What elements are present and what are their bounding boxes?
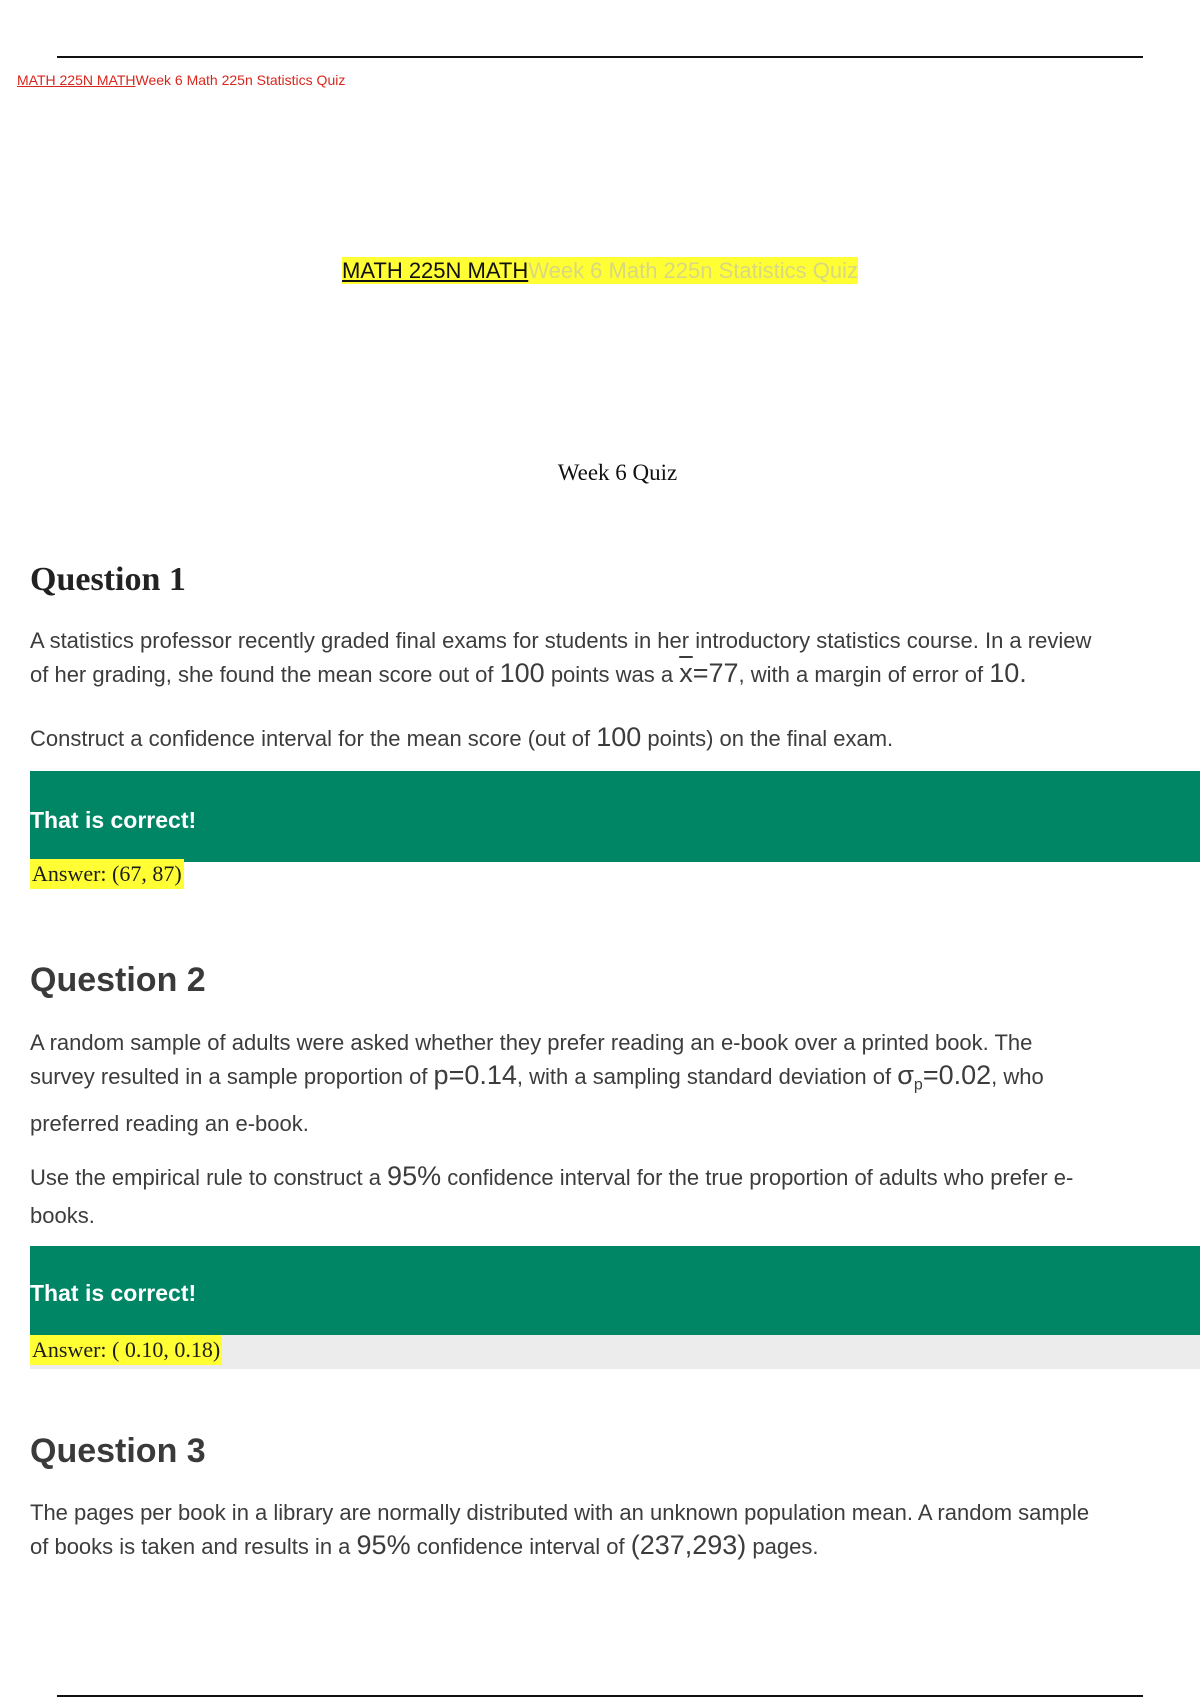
document-title xyxy=(0,258,1200,284)
title-course-link[interactable]: MATH 225N MATH xyxy=(342,258,529,283)
q1-line-1: A statistics professor recently graded final exams for students in her introductory statistics course. In a review xyxy=(30,628,1092,653)
question-1-feedback: That is correct! xyxy=(30,807,197,833)
q3-line-2: of books is taken and results in a 95% confidence interval of (237,293) pages. xyxy=(30,1530,819,1560)
question-1-text xyxy=(30,624,1200,691)
q3-line-1: The pages per book in a library are normally distributed with an unknown population mean. A random sample xyxy=(30,1500,1090,1525)
q1-line-2: of her grading, she found the mean score out of 100 points was a $\overline{x}=77$, with a margin of error of 10. xyxy=(30,658,1027,688)
title-rest-text: Week 6 Math 225n Statistics Quiz xyxy=(528,258,858,283)
x-bar-symbol: $\overline{x}$ xyxy=(679,658,693,688)
question-2-heading: Question 2 xyxy=(30,961,206,999)
q2-line-2: survey resulted in a sample proportion of p=0.14, with a sampling standard deviation of $\sigma_p=0.02$, who xyxy=(30,1060,1044,1094)
running-header xyxy=(17,72,345,88)
question-1-answer: Answer: (67, 87) xyxy=(30,859,184,889)
question-2-prompt: Use the empirical rule to construct a 95% confidence interval for the true proportion of adults who prefer e- books. xyxy=(30,1161,1074,1228)
question-2-answer-row xyxy=(30,1335,1200,1369)
header-course-link[interactable]: MATH 225N MATH xyxy=(17,72,136,88)
p-hat-symbol: p xyxy=(433,1060,449,1090)
question-2-feedback-banner xyxy=(30,1246,1200,1335)
sigma-symbol: σ xyxy=(897,1060,914,1090)
question-2-feedback: That is correct! xyxy=(30,1280,197,1306)
question-1-answer-row xyxy=(30,859,1200,889)
question-2-answer: Answer: ( 0.10, 0.18) xyxy=(30,1335,222,1365)
question-3-text xyxy=(30,1496,1200,1563)
top-rule xyxy=(57,56,1143,58)
question-1-feedback-banner xyxy=(30,771,1200,862)
question-2-text xyxy=(30,1026,1200,1140)
quiz-title: Week 6 Quiz xyxy=(557,460,678,485)
q2-line-3: preferred reading an e-book. xyxy=(30,1111,309,1137)
q2-line-1: A random sample of adults were asked whether they prefer reading an e-book over a printed book. The xyxy=(30,1030,1033,1055)
bottom-rule xyxy=(57,1695,1143,1697)
header-title-text: Week 6 Math 225n Statistics Quiz xyxy=(135,72,346,88)
question-1-heading: Question 1 xyxy=(30,561,186,598)
question-1-prompt: Construct a confidence interval for the mean score (out of 100 points) on the final exam. xyxy=(30,722,894,752)
question-3-heading: Question 3 xyxy=(30,1432,206,1470)
